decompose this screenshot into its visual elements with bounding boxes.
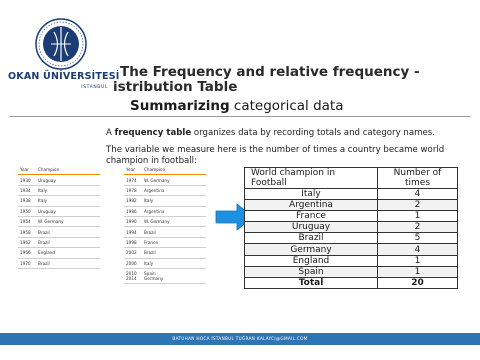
subtitle-rest: categorical data: [229, 98, 344, 114]
para1-prefix: A: [106, 128, 115, 138]
table-row: [18, 196, 100, 206]
table-row: [124, 259, 206, 269]
year-cell: 1966: [20, 250, 31, 256]
slide-title-line2: istribution Table: [113, 79, 238, 95]
champion-cell: W. Germany: [144, 177, 170, 183]
count-cell: 1: [378, 255, 458, 266]
frequency-row: [245, 189, 458, 200]
para1-bold: frequency table: [114, 128, 192, 138]
table-row: [124, 175, 206, 185]
champion-header: Champion: [38, 167, 60, 173]
champion-cell: Italy: [144, 260, 154, 266]
table-row: [18, 259, 100, 269]
champions-table-right: [124, 165, 206, 284]
champion-cell: Argentina: [144, 208, 165, 214]
frequency-header-count: Number of times: [378, 168, 458, 189]
table-row: [18, 248, 100, 258]
year-cell: 1994: [126, 229, 137, 235]
frequency-header-category: World champion in Football: [245, 168, 378, 189]
champion-cell: Brazil: [38, 229, 50, 235]
year-cell: 1934: [20, 187, 31, 193]
table-row: [124, 227, 206, 237]
count-cell: 4: [378, 244, 458, 255]
year-cell: 1958: [20, 229, 31, 235]
champion-cell: Uruguay: [38, 177, 56, 183]
table-row: [124, 217, 206, 227]
frequency-row: [245, 200, 458, 211]
champion-cell: England: [38, 250, 55, 256]
table-header: [124, 165, 206, 175]
year-cell: 1998: [126, 239, 137, 245]
table-row: [124, 248, 206, 258]
frequency-row: [245, 211, 458, 222]
year-cell: 1970: [20, 260, 31, 266]
count-cell: 1: [378, 266, 458, 277]
table-row: [18, 207, 100, 217]
country-cell: Germany: [245, 244, 378, 255]
champion-cell: Spain: [144, 270, 156, 276]
year-cell: 1962: [20, 239, 31, 245]
frequency-row: [245, 266, 458, 277]
country-cell: Spain: [245, 266, 378, 277]
footer-text: BATUHAN HOCA İSTANBUL TUĞRAN KALAYCI@GMAIL.COM: [172, 336, 308, 341]
country-cell: Brazil: [245, 233, 378, 244]
university-emblem-icon: [35, 18, 87, 70]
subtitle-bold: Summarizing: [130, 98, 230, 114]
champion-cell: Brazil: [144, 250, 156, 256]
table-row: [124, 207, 206, 217]
country-cell: Argentina: [245, 200, 378, 211]
champion-cell-second: Germany: [144, 275, 164, 281]
champion-cell: France: [144, 239, 158, 245]
year-header: Year: [126, 167, 135, 173]
table-row: [18, 238, 100, 248]
champion-cell-group: [144, 271, 206, 281]
champion-cell: Italy: [144, 198, 154, 204]
champions-table-left: [18, 165, 100, 269]
champion-cell: Brazil: [144, 229, 156, 235]
frequency-table: [244, 167, 458, 289]
table-row: [18, 186, 100, 196]
year-header: Year: [20, 167, 29, 173]
table-row: [18, 227, 100, 237]
table-row: [124, 269, 206, 284]
champion-cell: W. Germany: [144, 219, 170, 225]
count-cell: 2: [378, 222, 458, 233]
table-row: [124, 186, 206, 196]
year-cell-second: 2014: [126, 275, 137, 281]
frequency-row: [245, 233, 458, 244]
university-logo: [8, 18, 120, 123]
year-cell: 1990: [126, 219, 137, 225]
table-header: [18, 165, 100, 175]
year-cell: 1954: [20, 219, 31, 225]
slide-title-line1: The Frequency and relative frequency -: [120, 64, 420, 80]
slide-subtitle: [130, 98, 344, 114]
table-row: [124, 196, 206, 206]
count-cell: 1: [378, 211, 458, 222]
count-cell: 2: [378, 200, 458, 211]
year-cell: 1974: [126, 177, 137, 183]
total-value: 20: [378, 277, 458, 288]
year-cell: 1930: [20, 177, 31, 183]
year-cell: 1950: [20, 208, 31, 214]
variable-paragraph: The variable we measure here is the number of times a country became world champion in football:: [106, 145, 445, 166]
country-cell: England: [245, 255, 378, 266]
para1-rest: organizes data by recording totals and category names.: [191, 128, 435, 138]
year-cell: 1986: [126, 208, 137, 214]
frequency-row: [245, 244, 458, 255]
champion-cell: Argentina: [144, 187, 165, 193]
table-row: [18, 175, 100, 185]
champion-cell: Italy: [38, 198, 48, 204]
total-label: Total: [245, 277, 378, 288]
footer-bar: [0, 333, 480, 345]
total-row: [245, 277, 458, 288]
count-cell: 4: [378, 189, 458, 200]
count-cell: 5: [378, 233, 458, 244]
year-cell: 2010: [126, 270, 137, 276]
country-cell: Uruguay: [245, 222, 378, 233]
definition-paragraph: [106, 128, 466, 138]
logo-wordmark: OKAN ÜNİVERSİTESİ: [8, 71, 120, 82]
year-cell: 1982: [126, 198, 137, 204]
logo-subtitle: İSTANBUL: [81, 85, 108, 90]
table-row: [124, 238, 206, 248]
champion-cell: Italy: [38, 187, 48, 193]
champion-header: Champion: [144, 167, 166, 173]
title-divider: [10, 116, 470, 117]
year-cell: 2002: [126, 250, 137, 256]
year-cell: 1978: [126, 187, 137, 193]
champion-cell: Uruguay: [38, 208, 56, 214]
year-cell: 2006: [126, 260, 137, 266]
champion-cell: Brazil: [38, 260, 50, 266]
country-cell: France: [245, 211, 378, 222]
frequency-row: [245, 255, 458, 266]
champion-cell: Brazil: [38, 239, 50, 245]
table-row: [18, 217, 100, 227]
champion-cell: W. Germany: [38, 219, 64, 225]
year-cell-group: [124, 271, 144, 281]
country-cell: Italy: [245, 189, 378, 200]
frequency-row: [245, 222, 458, 233]
year-cell: 1938: [20, 198, 31, 204]
